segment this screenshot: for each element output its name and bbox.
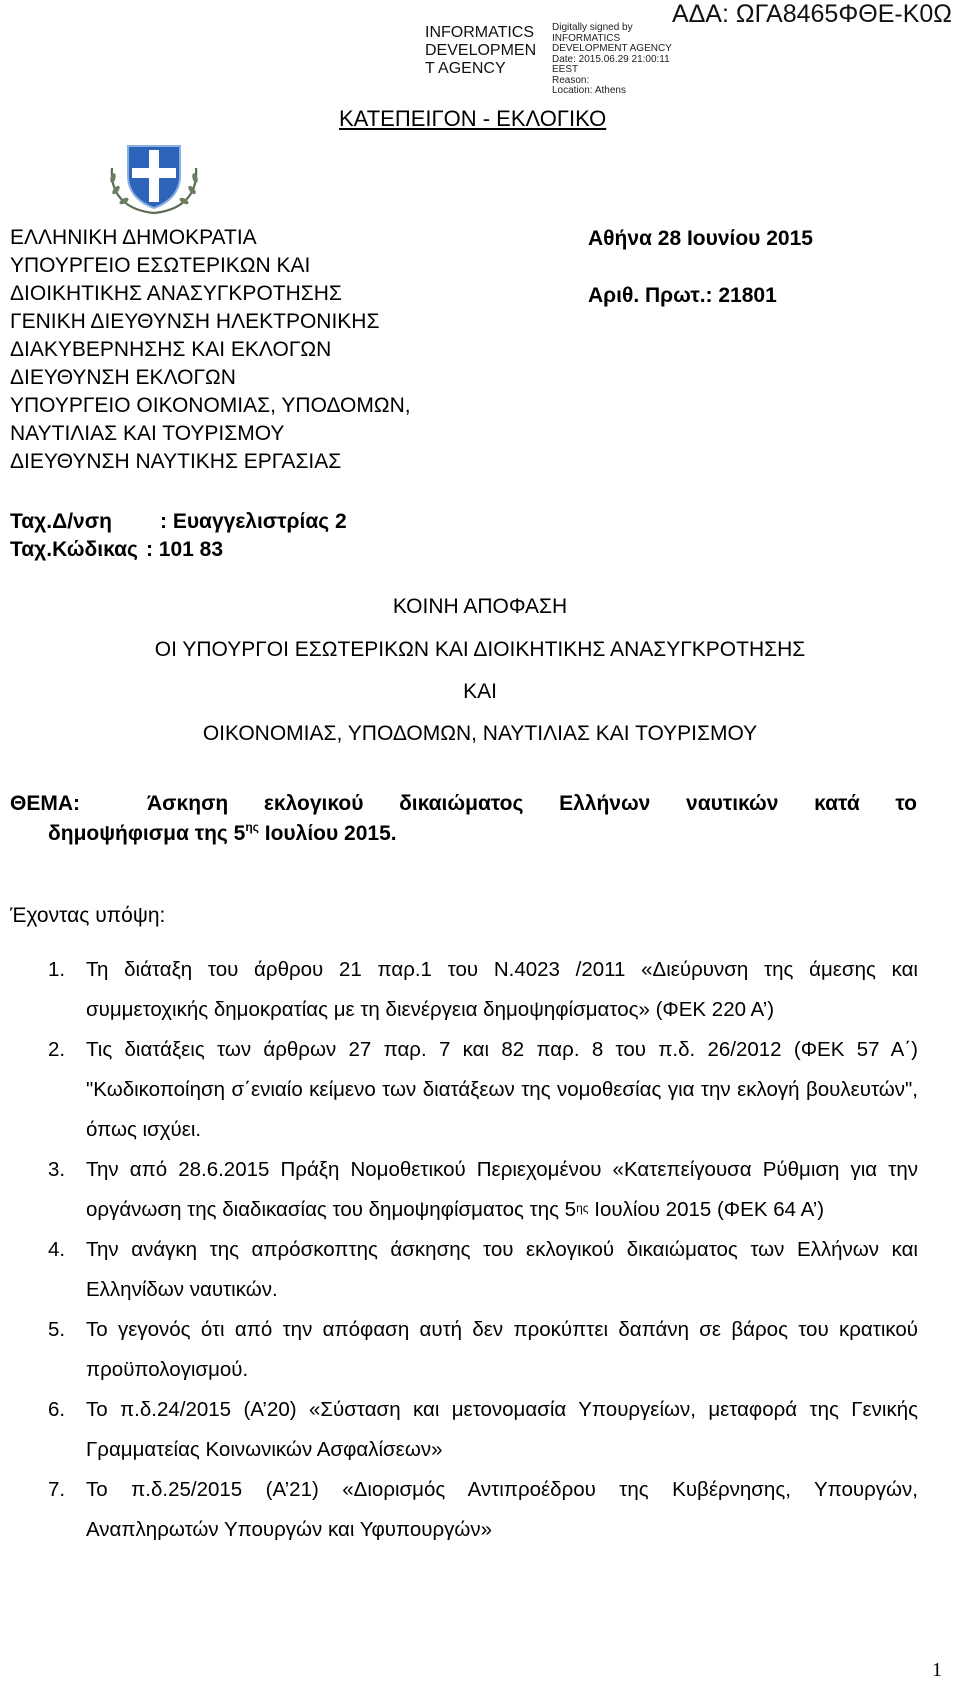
document-date: Αθήνα 28 Ιουνίου 2015 [588,227,813,250]
and-line: ΚΑΙ [463,680,497,703]
page-number: 1 [932,1659,942,1681]
list-item: 4. Την ανάγκη της απρόσκοπτης άσκησης του εκλογικού δικαιώματος των Ελλήνων και Ελληνίδων ναυτικών. [48,1238,918,1301]
ministers-line-1: ΟΙ ΥΠΟΥΡΓΟΙ ΕΣΩΤΕΡΙΚΩΝ ΚΑΙ ΔΙΟΙΚΗΤΙΚΗΣ ΑΝΑΣΥΓΚΡΟΤΗΣΗΣ [154,638,806,661]
considering-heading: Έχοντας υπόψη: [10,904,166,927]
ministers-line-2: ΟΙΚΟΝΟΜΙΑΣ, ΥΠΟΔΟΜΩΝ, ΝΑΥΤΙΛΙΑΣ ΚΑΙ ΤΟΥΡΙΣΜΟΥ [202,722,758,745]
ada-code: ΑΔΑ: ΩΓΑ8465ΦΘΕ-Κ0Ω [671,0,952,28]
subject-text: Άσκηση εκλογικού δικαιώματος Ελλήνων ναυτικών κατά το [147,792,917,815]
urgent-heading: ΚΑΤΕΠΕΙΓΟΝ - ΕΚΛΟΓΙΚΟ [339,106,607,131]
subject-text-continued: δημοψήφισμα της $5^{\eta\varsigma}$ Ιουλίου 2015. [48,820,397,845]
postal-address: Ταχ.Δ/νση : Ευαγγελιστρίας 2 Ταχ.Κώδικας : 101 83 [10,510,347,561]
decision-title: ΚΟΙΝΗ ΑΠΟΦΑΣΗ [392,595,568,618]
list-item: 1. Τη διάταξη του άρθρου 21 παρ.1 του Ν.4023 /2011 «Διεύρυνση της άμεσης και συμμετοχικής δημοκρατίας με τη διενέργεια δημοψηφίσματος» (ΦΕΚ 220 Α’) [48,958,918,1021]
sender-authority: ΕΛΛΗΝΙΚΗ ΔΗΜΟΚΡΑΤΙΑ ΥΠΟΥΡΓΕΙΟ ΕΣΩΤΕΡΙΚΩΝ ΚΑΙ ΔΙΟΙΚΗΤΙΚΗΣ ΑΝΑΣΥΓΚΡΟΤΗΣΗΣ ΓΕΝΙΚΗ ΔΙΕΥΘΥΝΣΗ ΗΛΕΚΤΡΟΝΙΚΗΣ ΔΙΑΚΥΒΕΡΝΗΣΗΣ ΚΑΙ ΕΚΛΟΓΩΝ ΔΙΕΥΘΥΝΣΗ ΕΚΛΟΓΩΝ ΥΠΟΥΡΓΕΙΟ ΟΙΚΟΝΟΜΙΑΣ, ΥΠΟΔΟΜΩΝ, ΝΑΥΤΙΛΙΑΣ ΚΑΙ ΤΟΥΡΙΣΜΟΥ ΔΙΕΥΘΥΝΣΗ ΝΑΥΤΙΚΗΣ ΕΡΓΑΣΙΑΣ [10,226,411,473]
considerations-list [48,950,918,1550]
subject-label: ΘΕΜΑ: [10,792,80,815]
digital-signer: INFORMATICS DEVELOPMEN T AGENCY [425,24,537,77]
list-item: 2. Τις διατάξεις των άρθρων 27 παρ. 7 και 82 παρ. 8 του π.δ. 26/2012 (ΦΕΚ 57 Α΄) "Κωδικοποίηση σ΄ενιαίο κείμενο των διατάξεων της νομοθεσίας για την εκλογή βουλευτών", όπως ισχύει. [48,1038,918,1141]
list-item: 3. Την από 28.6.2015 Πράξη Νομοθετικού Περιεχομένου «Κατεπείγουσα Ρύθμιση για την οργάνωση της διαδικασίας του δημοψηφίσματος της $5^{\eta\varsigma}$ Ιουλίου 2015 (ΦΕΚ 64 Α’) [48,1158,918,1221]
greek-coat-of-arms-icon [104,138,204,218]
list-item: 5. Το γεγονός ότι από την απόφαση αυτή δεν προκύπτει δαπάνη σε βάρος του κρατικού προϋπολογισμού. [48,1318,918,1381]
list-item: 7. Το π.δ.25/2015 (Α’21) «Διορισμός Αντιπροέδρου της Κυβέρνησης, Υπουργών, Αναπληρωτών Υπουργών και Υφυπουργών» [48,1478,918,1541]
protocol-number: Αριθ. Πρωτ.: 21801 [588,284,777,307]
list-item: 6. Το π.δ.24/2015 (Α’20) «Σύσταση και μετονομασία Υπουργείων, μεταφορά της Γενικής Γραμματείας Κοινωνικών Ασφαλίσεων» [48,1398,918,1461]
signature-details: Digitally signed by INFORMATICS DEVELOPMENT AGENCY Date: 2015.06.29 21:00:11 EEST Reason: Location: Athens [552,22,672,96]
